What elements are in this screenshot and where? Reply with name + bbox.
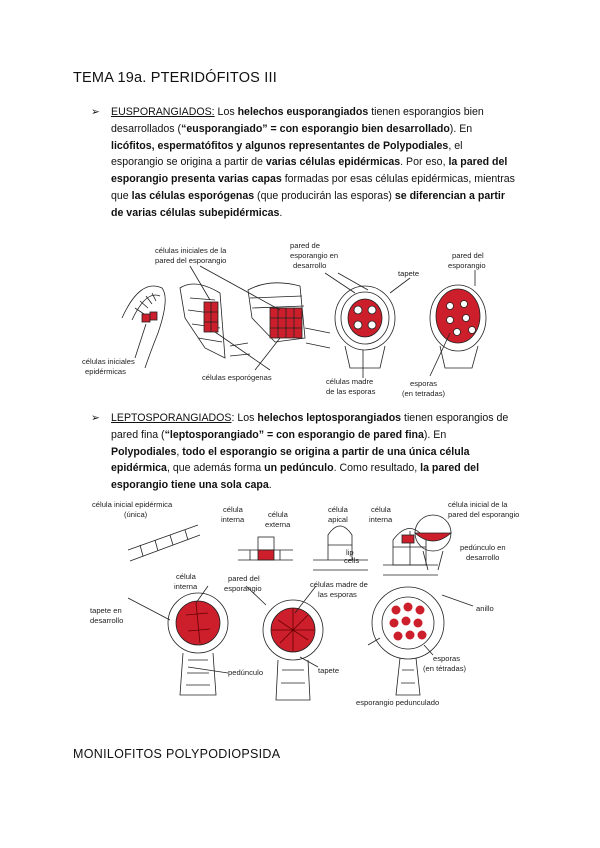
fig1-label: esporangio (448, 261, 486, 270)
fig1-label: de las esporas (326, 387, 376, 396)
fig2-label: (única) (124, 510, 148, 519)
text-run: . Como resultado, (333, 462, 421, 475)
fig2-label: interna (174, 582, 198, 591)
fig2-label: pedúnculo (228, 668, 264, 677)
fig2-label: célula (176, 572, 196, 581)
fig2-label: células madre de (310, 580, 368, 589)
fig2-label: anillo (476, 604, 494, 613)
bold-run: la pared del esporangio tiene una sola capa (111, 462, 480, 492)
bold-run: todo el esporangio se origina a partir de una única célula epidérmica (111, 445, 470, 475)
fig2-label: célula (328, 505, 348, 514)
text-run: tienen esporangios de pared fina ( (111, 412, 509, 441)
text-run: formadas por esas células epidérmicas, mientras que (111, 173, 515, 202)
fig1-label: células iniciales de la (155, 246, 227, 255)
fig2-label: esporas (433, 654, 461, 663)
fig2-label: pedúnculo en (460, 543, 506, 552)
text-run: , el esporangio se origina a partir de (111, 139, 463, 169)
leptosporangium-development-figure (88, 495, 528, 710)
fig2-label: tapete (318, 666, 340, 675)
leptosporangiados-paragraph (91, 410, 516, 494)
fig2-label: célula (223, 505, 243, 514)
fig2-label: externa (265, 520, 291, 529)
bold-run: las células esporógenas (131, 189, 255, 202)
fig2-label: tapete en (90, 606, 122, 615)
fig2-label: célula inicial epidérmica (92, 500, 173, 509)
section-heading: MONILOFITOS POLYPODIOPSIDA (73, 747, 281, 761)
fig1-label: epidérmicas (85, 367, 126, 376)
fig2-label: cells (344, 556, 360, 565)
fig1-label: pared de (290, 241, 320, 250)
bold-run: se diferencian a partir de varias células subepidérmicas (111, 189, 505, 219)
fig1-label: desarrollo (293, 261, 327, 270)
bold-run: Polypodiales (111, 445, 177, 458)
fig1-label: esporangio en (290, 251, 339, 260)
fig1-label: pared del (452, 251, 484, 260)
text-run: ). En (449, 122, 473, 135)
fig1-label: (en tetradas) (402, 389, 446, 398)
text-run: ). En (423, 428, 447, 441)
fig2-label: desarrollo (466, 553, 500, 562)
text-run: . (268, 479, 272, 492)
bold-run: un pedúnculo (264, 462, 334, 475)
fig2-label: (en tétradas) (423, 664, 467, 673)
fig1-label: tapete (398, 269, 420, 278)
bold-run: helechos eusporangiados (237, 106, 369, 118)
fig2-label: pared del (228, 574, 260, 583)
fig1-label: esporas (410, 379, 438, 388)
fig2-label: interna (369, 515, 393, 524)
eusporangium-development-figure (80, 238, 510, 398)
fig2-label: las esporas (318, 590, 357, 599)
text-run: tienen esporangios bien desarrollados ( (111, 106, 484, 135)
text-run: , (176, 445, 183, 458)
bullet-arrow-icon: ➢ (91, 106, 100, 118)
fig1-label: células madre (326, 377, 374, 386)
text-run: , que además forma (166, 462, 265, 475)
fig2-label: célula inicial de la (448, 500, 508, 509)
fig2-label: esporangio (224, 584, 262, 593)
eusporangiados-heading: EUSPORANGIADOS: (111, 106, 215, 118)
text-run: : Los (231, 412, 258, 424)
bold-run: varias células epidérmicas (265, 156, 401, 169)
bold-run: helechos leptosporangiados (257, 412, 402, 424)
fig2-label: célula (268, 510, 288, 519)
text-run: . (279, 206, 283, 219)
fig2-label: apical (328, 515, 348, 524)
bold-run: “eusporangiado” = con esporangio bien desarrollado (181, 122, 450, 135)
bullet-arrow-icon: ➢ (91, 412, 100, 424)
fig1-label: células iniciales (82, 357, 135, 366)
fig2-label: esporangio pedunculado (356, 698, 440, 707)
bold-run: la pared del esporangio presenta varias capas (111, 156, 508, 186)
page-title: TEMA 19a. PTERIDÓFITOS III (73, 70, 277, 86)
fig1-label: pared del esporangio (155, 256, 227, 265)
text-run: (que producirán las esporas) (254, 189, 395, 202)
fig2-label: interna (221, 515, 245, 524)
fig1-label: células esporógenas (202, 373, 272, 382)
eusporangiados-paragraph (91, 104, 516, 222)
bold-run: “leptosporangiado” = con esporangio de pared fina (164, 428, 424, 441)
fig2-label: pared del esporangio (448, 510, 520, 519)
fig2-label: célula (371, 505, 391, 514)
bold-run: licófitos, espermatófitos y algunos representantes de Polypodiales (111, 139, 449, 152)
fig2-label: desarrollo (90, 616, 124, 625)
text-run: Los (214, 106, 238, 118)
fig2-label: lip (346, 548, 354, 557)
text-run: . Por eso, (400, 156, 449, 169)
leptosporangiados-heading: LEPTOSPORANGIADOS (111, 412, 232, 424)
